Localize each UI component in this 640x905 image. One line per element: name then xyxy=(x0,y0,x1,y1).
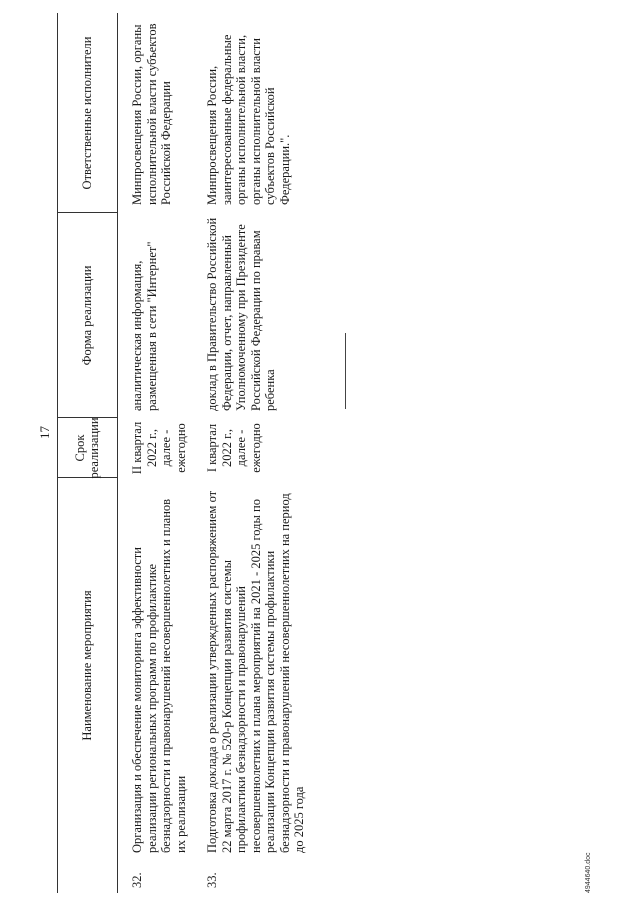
header-form: Форма реализации xyxy=(80,265,94,366)
row-number: 33. xyxy=(205,872,219,888)
row-deadline: I квартал 2022 г., далее - ежегодно xyxy=(205,423,263,473)
footer-file-code: 4944640.doc xyxy=(585,852,592,893)
table-header-rule xyxy=(117,13,118,893)
rotated-document-sheet xyxy=(35,13,605,893)
closing-rule xyxy=(345,333,346,409)
row-name: Организация и обеспечение мониторинга эффективности реализации региональных программ по профилактике безнадзорности и правонарушений несовершеннолетних и планов их реализации xyxy=(130,498,188,853)
page-number: 17 xyxy=(37,426,52,439)
row-executors: Минпросвещения России, органы исполнительной власти субъектов Российской Федерации xyxy=(130,23,173,205)
row-deadline: II квартал 2022 г., далее - ежегодно xyxy=(130,421,188,475)
row-form: доклад в Правительство Российской Федерации, отчет, направленный Уполномоченному при Президенте Российской Федерации по правам ребенка xyxy=(205,217,277,411)
header-deadline: Срок реализации xyxy=(73,417,101,479)
row-number: 32. xyxy=(130,872,144,888)
row-name: Подготовка доклада о реализации утвержденных распоряжением от 22 марта 2017 г. № 520-р Концепции развития системы профилактики безнадзорности и правонарушений несовершеннолетних и плана мероприятий на 2021 - 2025 годы по реализации Концепции развития системы профилактики безнадзорности и правонарушений несовершеннолетних на период до 2025 года xyxy=(205,490,306,853)
row-form: аналитическая информация, размещенная в сети "Интернет" xyxy=(130,241,159,411)
header-executors: Ответственные исполнители xyxy=(80,36,94,190)
header-name: Наименование мероприятия xyxy=(80,590,94,741)
row-executors: Минпросвещения России, заинтересованные федеральные органы исполнительной власти, органы исполнительной власти субъектов Российской Федерации.". xyxy=(205,34,292,205)
